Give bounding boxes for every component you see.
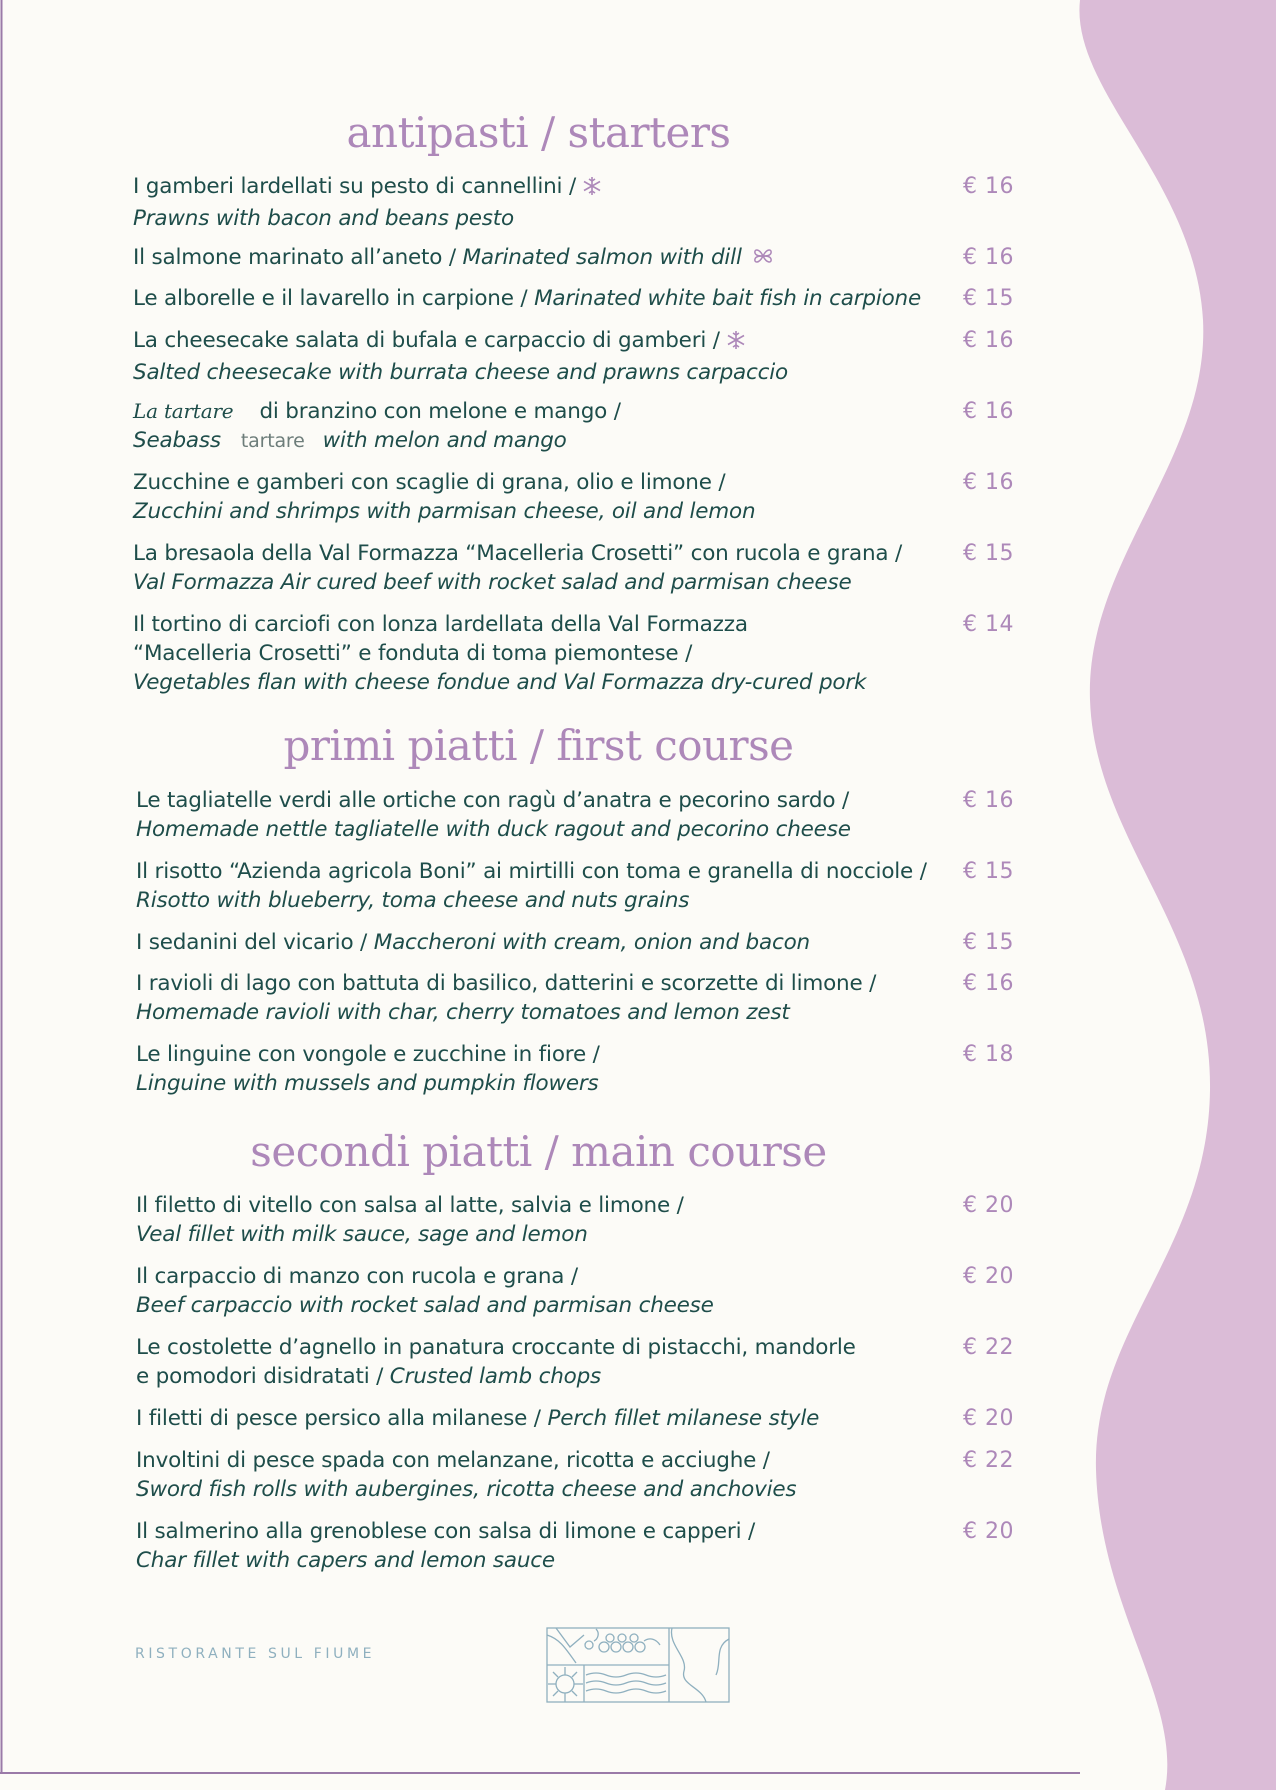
- menu-item-involtini: [136, 1446, 1016, 1504]
- item-name-en: Marinated white bait fish in carpione: [534, 286, 921, 311]
- item-name-it: Involtini di pesce spada con melanzane, ricotta e acciughe /: [136, 1448, 770, 1473]
- item-name-en: Sword fish rolls with aubergines, ricotta cheese and anchovies: [136, 1477, 797, 1502]
- ribbon-icon: [752, 245, 774, 275]
- restaurant-logo-icon: [546, 1627, 730, 1703]
- section-heading-main-course: secondi piatti / main course: [250, 1127, 827, 1176]
- menu-item-linguine: [136, 1040, 1016, 1098]
- item-name-en: Risotto with blueberry, toma cheese and nuts grains: [136, 888, 690, 913]
- item-price: € 16: [963, 399, 1014, 424]
- menu-item-costolette: [136, 1333, 1016, 1391]
- item-name-en: Vegetables flan with cheese fondue and Val Formazza dry-cured pork: [133, 670, 867, 695]
- item-price: € 14: [963, 612, 1014, 637]
- item-name-it: I gamberi lardellati su pesto di cannellini /: [133, 174, 576, 199]
- item-name-it: Le linguine con vongole e zucchine in fiore /: [136, 1042, 600, 1067]
- item-price: € 20: [963, 1406, 1014, 1431]
- item-name-en: Veal fillet with milk sauce, sage and lemon: [136, 1222, 588, 1247]
- item-name-en: Zucchini and shrimps with parmisan cheese, oil and lemon: [133, 499, 756, 524]
- item-name-it: Il filetto di vitello con salsa al latte, salvia e limone /: [136, 1193, 684, 1218]
- item-name-it: Il risotto “Azienda agricola Boni” ai mirtilli con toma e granella di nocciole /: [136, 859, 927, 884]
- item-name-it: di branzino con melone e mango /: [259, 399, 621, 424]
- menu-item-salmerino: [136, 1517, 1016, 1575]
- item-price: € 22: [963, 1448, 1014, 1473]
- item-price: € 16: [963, 245, 1014, 270]
- item-price: € 20: [963, 1264, 1014, 1289]
- item-price: € 16: [963, 971, 1014, 996]
- item-price: € 15: [963, 930, 1014, 955]
- item-name-en: Beef carpaccio with rocket salad and parmisan cheese: [136, 1293, 714, 1318]
- item-name-it: Il salmerino alla grenoblese con salsa di limone e capperi /: [136, 1519, 756, 1544]
- item-name-en: Maccheroni with cream, onion and bacon: [373, 930, 810, 955]
- menu-item-prawns: [133, 172, 1013, 233]
- section-heading-first-course: primi piatti / first course: [283, 721, 794, 770]
- menu-item-salmon: [133, 243, 1013, 275]
- item-name-en: Marinated salmon with dill: [462, 245, 742, 270]
- menu-item-filetto-vitello: [136, 1191, 1016, 1249]
- item-price: € 22: [963, 1335, 1014, 1360]
- item-name-en-prefix: Seabass: [133, 428, 221, 453]
- item-name-it: Le costolette d’agnello in panatura croccante di pistacchi, mandorle: [136, 1335, 856, 1360]
- item-name-it: Il carpaccio di manzo con rucola e grana /: [136, 1264, 578, 1289]
- item-name-en: Salted cheesecake with burrata cheese and prawns carpaccio: [133, 360, 788, 385]
- item-price: € 16: [963, 174, 1014, 199]
- item-name-en-tartare: tartare: [240, 430, 305, 452]
- item-name-it: La bresaola della Val Formazza “Macelleria Crosetti” con rucola e grana /: [133, 541, 903, 566]
- item-name-en: Homemade ravioli with char, cherry tomatoes and lemon zest: [136, 1000, 790, 1025]
- menu-item-risotto: [136, 857, 1016, 915]
- item-name-en: Crusted lamb chops: [389, 1364, 602, 1389]
- item-name-en: Linguine with mussels and pumpkin flowers: [136, 1071, 599, 1096]
- item-price: € 18: [963, 1042, 1014, 1067]
- item-name-en: Val Formazza Air cured beef with rocket salad and parmisan cheese: [133, 570, 852, 595]
- menu-item-ravioli: [136, 969, 1016, 1027]
- menu-item-sedanini: [136, 928, 1016, 957]
- item-name-it: Il tortino di carciofi con lonza lardellata della Val Formazza: [133, 612, 748, 637]
- item-name-en: Char fillet with capers and lemon sauce: [136, 1548, 555, 1573]
- menu-item-carpaccio: [136, 1262, 1016, 1320]
- snowflake-icon: [582, 175, 602, 204]
- item-name-it: La cheesecake salata di bufala e carpaccio di gamberi /: [133, 328, 720, 353]
- item-price: € 16: [963, 788, 1014, 813]
- item-price: € 16: [963, 470, 1014, 495]
- item-name-it: Il salmone marinato all’aneto /: [133, 245, 456, 270]
- item-name-en: with melon and mango: [322, 428, 567, 453]
- item-name-en: Perch fillet milanese style: [547, 1406, 820, 1431]
- item-name-it: Le alborelle e il lavarello in carpione /: [133, 286, 528, 311]
- item-name-it: I filetti di pesce persico alla milanese /: [136, 1406, 541, 1431]
- item-name-it: I ravioli di lago con battuta di basilico, datterini e scorzette di limone /: [136, 971, 877, 996]
- snowflake-icon: [726, 329, 746, 358]
- menu-item-alborelle: [133, 284, 1013, 313]
- item-name-it: I sedanini del vicario /: [136, 930, 368, 955]
- footer-brand-name: RISTORANTE SUL FIUME: [135, 1646, 376, 1662]
- section-heading-starters: antipasti / starters: [346, 108, 731, 157]
- item-price: € 15: [963, 859, 1014, 884]
- menu-item-cheesecake: [133, 326, 1013, 387]
- item-name-en: Homemade nettle tagliatelle with duck ragout and pecorino cheese: [136, 817, 851, 842]
- menu-item-zucchine: [133, 468, 1013, 526]
- item-price: € 20: [963, 1193, 1014, 1218]
- menu-item-tartare: [133, 397, 1013, 456]
- menu-item-tortino: [133, 610, 1013, 697]
- item-price: € 15: [963, 541, 1014, 566]
- item-price: € 15: [963, 286, 1014, 311]
- item-name-it: Le tagliatelle verdi alle ortiche con ragù d’anatra e pecorino sardo /: [136, 788, 850, 813]
- menu-item-tagliatelle: [136, 786, 1016, 844]
- item-price: € 16: [963, 328, 1014, 353]
- menu-item-bresaola: [133, 539, 1013, 597]
- item-name-it-prefix: La tartare: [133, 399, 234, 423]
- item-price: € 20: [963, 1519, 1014, 1544]
- item-name-it: Zucchine e gamberi con scaglie di grana, olio e limone /: [133, 470, 726, 495]
- item-name-en: Prawns with bacon and beans pesto: [133, 206, 514, 231]
- item-name-it-line2: e pomodori disidratati /: [136, 1364, 384, 1389]
- menu-item-persico: [136, 1404, 1016, 1433]
- item-name-it-line2: “Macelleria Crosetti” e fonduta di toma piemontese /: [133, 641, 693, 666]
